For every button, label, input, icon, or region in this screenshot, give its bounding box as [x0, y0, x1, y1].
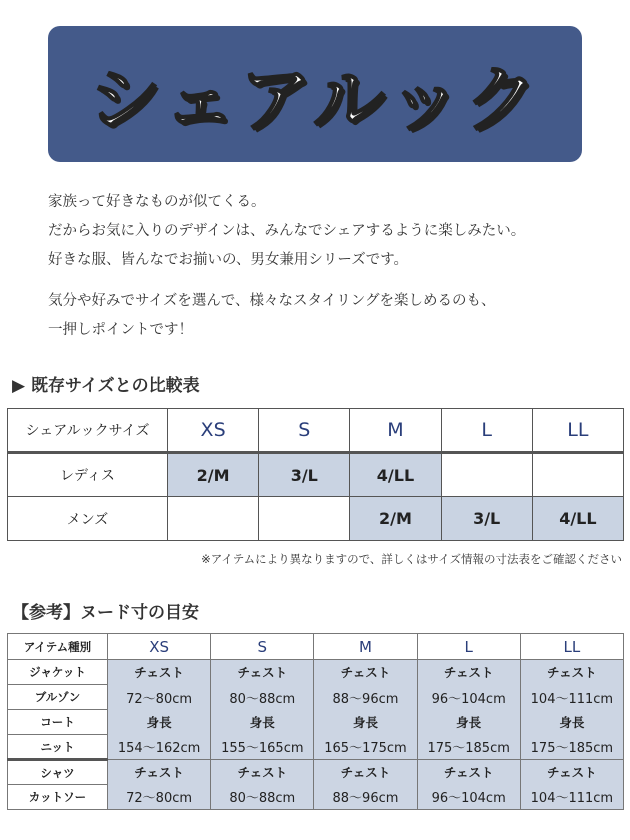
row-label-mens: メンズ — [8, 497, 168, 541]
chest-value: 104〜111cm — [520, 685, 623, 710]
table-row — [8, 685, 624, 710]
table-row — [8, 453, 624, 497]
height-key: 身長 — [520, 710, 623, 735]
chest-value: 80〜88cm — [211, 785, 314, 810]
banner — [48, 26, 582, 162]
size-header: S — [259, 409, 350, 453]
size-comparison-table — [7, 408, 624, 541]
chest-value: 88〜96cm — [314, 785, 417, 810]
item-type-label: カットソー — [8, 785, 108, 810]
chest-key: チェスト — [520, 660, 623, 685]
table-cell: 4/LL — [350, 453, 441, 497]
comparison-heading: ▶ 既存サイズとの比較表 — [12, 376, 200, 396]
intro-line: 一押しポイントです！ — [48, 322, 193, 338]
table-row — [8, 497, 624, 541]
table-row — [8, 760, 624, 785]
chest-value: 96〜104cm — [417, 685, 520, 710]
chest-key: チェスト — [314, 760, 417, 785]
table-row — [8, 409, 624, 453]
table-row — [8, 710, 624, 735]
comparison-note: ※アイテムにより異なりますので、詳しくはサイズ情報の寸法表をご確認ください — [201, 552, 622, 566]
height-value: 175〜185cm — [520, 735, 623, 760]
chest-value: 72〜80cm — [108, 685, 211, 710]
size-header: XS — [168, 409, 259, 453]
height-key: 身長 — [417, 710, 520, 735]
reference-heading: 【参考】ヌード寸の目安 — [12, 603, 199, 623]
table-cell: 4/LL — [532, 497, 623, 541]
header-label: アイテム種別 — [8, 634, 108, 660]
size-header: L — [441, 409, 532, 453]
height-value: 155〜165cm — [211, 735, 314, 760]
table-row — [8, 634, 624, 660]
item-type-label: シャツ — [8, 760, 108, 785]
table-cell — [259, 497, 350, 541]
intro-text — [48, 188, 608, 345]
height-value: 154〜162cm — [108, 735, 211, 760]
height-key: 身長 — [108, 710, 211, 735]
table-row — [8, 785, 624, 810]
table-cell — [168, 497, 259, 541]
chest-key: チェスト — [417, 760, 520, 785]
size-header: M — [314, 634, 417, 660]
table-row — [8, 735, 624, 760]
size-header: M — [350, 409, 441, 453]
intro-line: だからお気に入りのデザインは、みんなでシェアするように楽しみたい。 — [48, 223, 526, 239]
nude-size-table — [7, 633, 624, 810]
size-header: LL — [520, 634, 623, 660]
table-cell — [441, 453, 532, 497]
size-header: LL — [532, 409, 623, 453]
chest-key: チェスト — [520, 760, 623, 785]
height-key: 身長 — [314, 710, 417, 735]
chest-key: チェスト — [211, 660, 314, 685]
table-cell: 2/M — [350, 497, 441, 541]
item-type-label: ニット — [8, 735, 108, 760]
chest-key: チェスト — [417, 660, 520, 685]
size-header: S — [211, 634, 314, 660]
intro-line: 気分や好みでサイズを選んで、様々なスタイリングを楽しめるのも、 — [48, 293, 496, 309]
chest-value: 80〜88cm — [211, 685, 314, 710]
intro-line: 家族って好きなものが似てくる。 — [48, 194, 266, 210]
chest-value: 88〜96cm — [314, 685, 417, 710]
height-key: 身長 — [211, 710, 314, 735]
chest-key: チェスト — [108, 660, 211, 685]
item-type-label: ジャケット — [8, 660, 108, 685]
banner-title: シェアルック — [89, 58, 541, 142]
table-cell: 3/L — [259, 453, 350, 497]
height-value: 165〜175cm — [314, 735, 417, 760]
size-header: L — [417, 634, 520, 660]
height-value: 175〜185cm — [417, 735, 520, 760]
chest-key: チェスト — [108, 760, 211, 785]
chest-value: 72〜80cm — [108, 785, 211, 810]
table-cell — [532, 453, 623, 497]
size-header: XS — [108, 634, 211, 660]
table-cell: 2/M — [168, 453, 259, 497]
item-type-label: コート — [8, 710, 108, 735]
header-label: シェアルックサイズ — [8, 409, 168, 453]
chest-value: 96〜104cm — [417, 785, 520, 810]
chest-key: チェスト — [211, 760, 314, 785]
intro-line: 好きな服、皆んなでお揃いの、男女兼用シリーズです。 — [48, 252, 409, 268]
table-row — [8, 660, 624, 685]
chest-value: 104〜111cm — [520, 785, 623, 810]
row-label-ladies: レディス — [8, 453, 168, 497]
table-cell: 3/L — [441, 497, 532, 541]
item-type-label: ブルゾン — [8, 685, 108, 710]
chest-key: チェスト — [314, 660, 417, 685]
